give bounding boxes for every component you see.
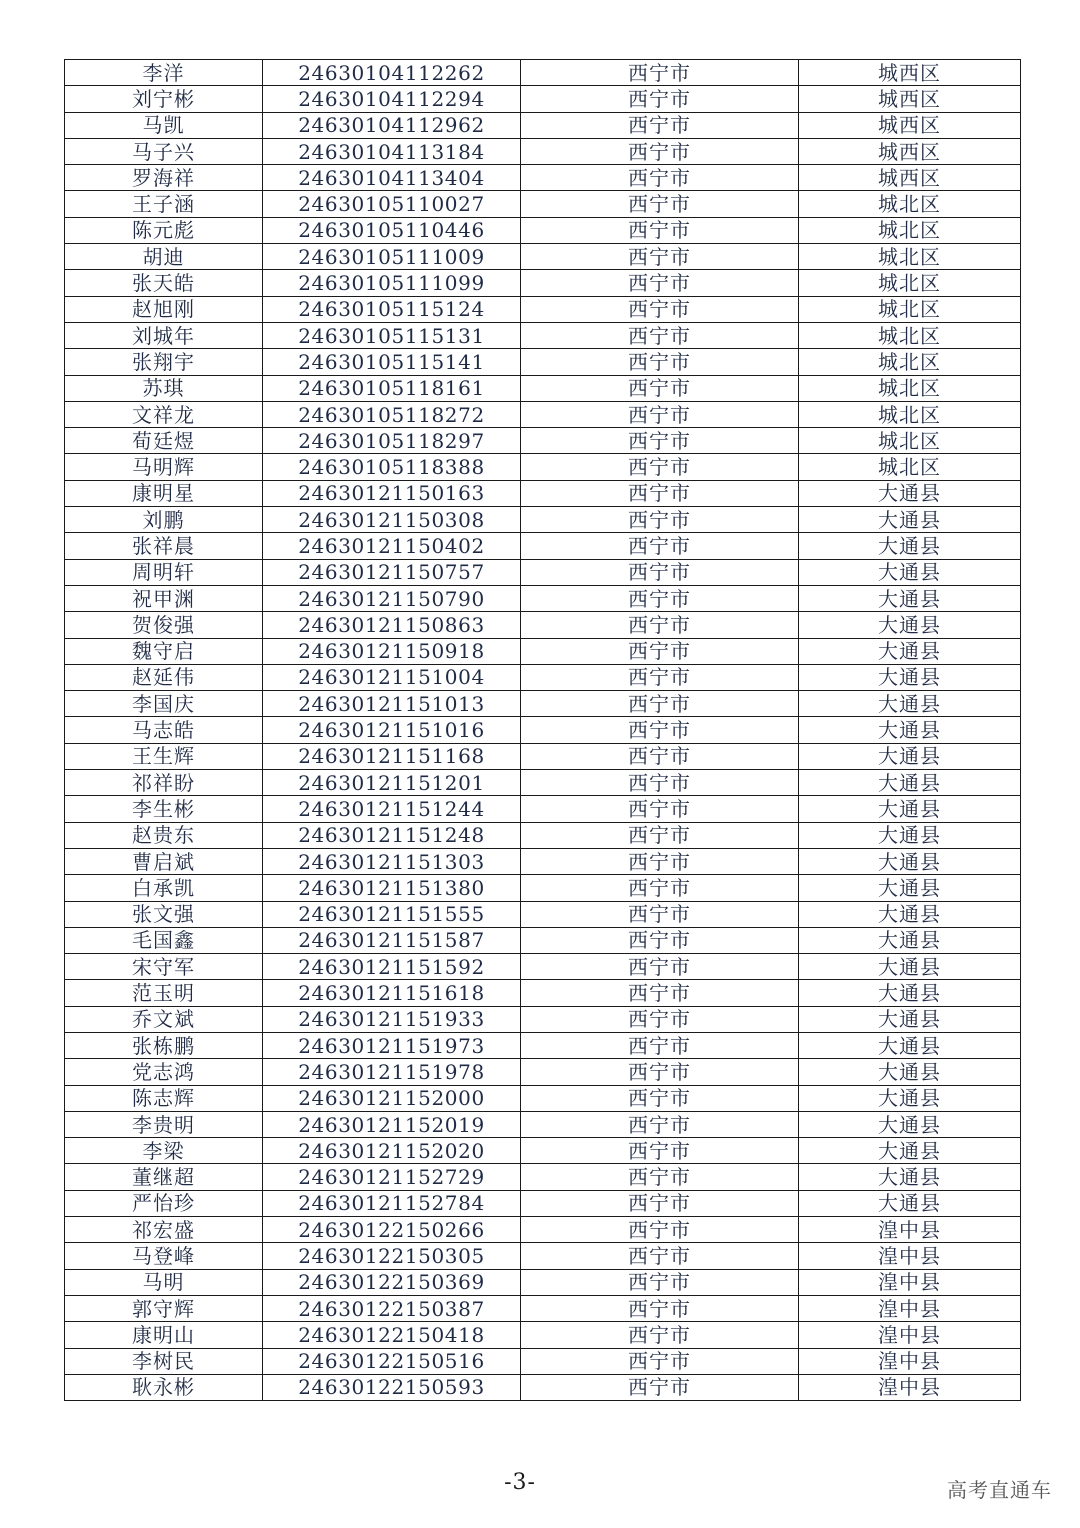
exam-id-cell: 24630105111009 (263, 244, 521, 270)
exam-id-cell: 24630121151978 (263, 1059, 521, 1085)
district-cell: 湟中县 (799, 1322, 1021, 1348)
student-name-cell: 李国庆 (65, 691, 263, 717)
district-cell: 大通县 (799, 664, 1021, 690)
district-cell: 城北区 (799, 401, 1021, 427)
student-name-cell: 刘鹏 (65, 507, 263, 533)
student-name-cell: 苏琪 (65, 375, 263, 401)
city-cell: 西宁市 (521, 1164, 799, 1190)
table-row (65, 1059, 1021, 1085)
city-cell: 西宁市 (521, 1243, 799, 1269)
table-row (65, 612, 1021, 638)
exam-id-cell: 24630121150863 (263, 612, 521, 638)
table-row (65, 691, 1021, 717)
district-cell: 城北区 (799, 191, 1021, 217)
exam-id-cell: 24630122150387 (263, 1295, 521, 1321)
student-name-cell: 陈元彪 (65, 217, 263, 243)
student-name-cell: 赵旭刚 (65, 296, 263, 322)
district-cell: 大通县 (799, 638, 1021, 664)
city-cell: 西宁市 (521, 296, 799, 322)
student-name-cell: 康明星 (65, 480, 263, 506)
district-cell: 大通县 (799, 875, 1021, 901)
city-cell: 西宁市 (521, 1085, 799, 1111)
student-name-cell: 张祥晨 (65, 533, 263, 559)
exam-id-cell: 24630121152019 (263, 1111, 521, 1137)
student-name-cell: 马志皓 (65, 717, 263, 743)
city-cell: 西宁市 (521, 454, 799, 480)
city-cell: 西宁市 (521, 270, 799, 296)
student-name-cell: 马明 (65, 1269, 263, 1295)
district-cell: 大通县 (799, 1164, 1021, 1190)
student-name-cell: 宋守军 (65, 954, 263, 980)
table-row (65, 86, 1021, 112)
table-row (65, 796, 1021, 822)
student-name-cell: 罗海祥 (65, 165, 263, 191)
exam-id-cell: 24630122150369 (263, 1269, 521, 1295)
student-name-cell: 范玉明 (65, 980, 263, 1006)
student-name-cell: 李洋 (65, 60, 263, 86)
student-name-cell: 马明辉 (65, 454, 263, 480)
city-cell: 西宁市 (521, 954, 799, 980)
student-name-cell: 赵贵东 (65, 822, 263, 848)
table-row (65, 165, 1021, 191)
table-row (65, 875, 1021, 901)
exam-id-cell: 24630105111099 (263, 270, 521, 296)
district-cell: 大通县 (799, 1006, 1021, 1032)
exam-id-cell: 24630105118272 (263, 401, 521, 427)
exam-id-cell: 24630121150918 (263, 638, 521, 664)
table-row (65, 717, 1021, 743)
table-row (65, 1269, 1021, 1295)
city-cell: 西宁市 (521, 743, 799, 769)
district-cell: 大通县 (799, 559, 1021, 585)
table-row (65, 1217, 1021, 1243)
city-cell: 西宁市 (521, 138, 799, 164)
exam-id-cell: 24630121150757 (263, 559, 521, 585)
table-row (65, 1032, 1021, 1058)
student-name-cell: 李贵明 (65, 1111, 263, 1137)
roster-table-body (65, 60, 1021, 1401)
table-row (65, 1295, 1021, 1321)
district-cell: 大通县 (799, 770, 1021, 796)
exam-id-cell: 24630121150790 (263, 585, 521, 611)
district-cell: 城北区 (799, 270, 1021, 296)
table-row (65, 217, 1021, 243)
city-cell: 西宁市 (521, 848, 799, 874)
city-cell: 西宁市 (521, 112, 799, 138)
table-row (65, 428, 1021, 454)
city-cell: 西宁市 (521, 244, 799, 270)
student-name-cell: 贺俊强 (65, 612, 263, 638)
district-cell: 城北区 (799, 375, 1021, 401)
city-cell: 西宁市 (521, 927, 799, 953)
city-cell: 西宁市 (521, 1032, 799, 1058)
exam-id-cell: 24630121151618 (263, 980, 521, 1006)
district-cell: 湟中县 (799, 1269, 1021, 1295)
exam-id-cell: 24630121151973 (263, 1032, 521, 1058)
table-row (65, 585, 1021, 611)
table-row (65, 1243, 1021, 1269)
student-name-cell: 党志鸿 (65, 1059, 263, 1085)
student-name-cell: 康明山 (65, 1322, 263, 1348)
student-name-cell: 曹启斌 (65, 848, 263, 874)
exam-id-cell: 24630105110027 (263, 191, 521, 217)
table-row (65, 770, 1021, 796)
table-row (65, 375, 1021, 401)
district-cell: 大通县 (799, 822, 1021, 848)
table-row (65, 1374, 1021, 1400)
city-cell: 西宁市 (521, 1190, 799, 1216)
exam-id-cell: 24630121152784 (263, 1190, 521, 1216)
city-cell: 西宁市 (521, 1269, 799, 1295)
roster-table-container (64, 59, 1020, 1401)
exam-id-cell: 24630121151244 (263, 796, 521, 822)
exam-id-cell: 24630104112294 (263, 86, 521, 112)
city-cell: 西宁市 (521, 1322, 799, 1348)
exam-id-cell: 24630121152729 (263, 1164, 521, 1190)
student-name-cell: 董继超 (65, 1164, 263, 1190)
district-cell: 大通县 (799, 507, 1021, 533)
table-row (65, 980, 1021, 1006)
city-cell: 西宁市 (521, 585, 799, 611)
city-cell: 西宁市 (521, 691, 799, 717)
student-name-cell: 张文强 (65, 901, 263, 927)
district-cell: 大通县 (799, 717, 1021, 743)
exam-id-cell: 24630122150266 (263, 1217, 521, 1243)
exam-id-cell: 24630121150163 (263, 480, 521, 506)
city-cell: 西宁市 (521, 901, 799, 927)
city-cell: 西宁市 (521, 480, 799, 506)
student-name-cell: 严怡珍 (65, 1190, 263, 1216)
city-cell: 西宁市 (521, 375, 799, 401)
city-cell: 西宁市 (521, 428, 799, 454)
city-cell: 西宁市 (521, 664, 799, 690)
exam-id-cell: 24630105115124 (263, 296, 521, 322)
district-cell: 大通县 (799, 1111, 1021, 1137)
table-row (65, 270, 1021, 296)
student-name-cell: 李树民 (65, 1348, 263, 1374)
exam-id-cell: 24630121151248 (263, 822, 521, 848)
student-name-cell: 祁宏盛 (65, 1217, 263, 1243)
table-row (65, 507, 1021, 533)
exam-id-cell: 24630122150593 (263, 1374, 521, 1400)
table-row (65, 1111, 1021, 1137)
exam-id-cell: 24630121151013 (263, 691, 521, 717)
table-row (65, 533, 1021, 559)
table-row (65, 901, 1021, 927)
exam-id-cell: 24630121151380 (263, 875, 521, 901)
student-name-cell: 陈志辉 (65, 1085, 263, 1111)
district-cell: 城西区 (799, 86, 1021, 112)
district-cell: 城北区 (799, 322, 1021, 348)
table-row (65, 1006, 1021, 1032)
exam-id-cell: 24630121151587 (263, 927, 521, 953)
district-cell: 大通县 (799, 612, 1021, 638)
city-cell: 西宁市 (521, 638, 799, 664)
exam-id-cell: 24630105110446 (263, 217, 521, 243)
exam-id-cell: 24630121151016 (263, 717, 521, 743)
exam-id-cell: 24630121151555 (263, 901, 521, 927)
district-cell: 城北区 (799, 296, 1021, 322)
student-name-cell: 乔文斌 (65, 1006, 263, 1032)
student-name-cell: 耿永彬 (65, 1374, 263, 1400)
district-cell: 大通县 (799, 1032, 1021, 1058)
city-cell: 西宁市 (521, 507, 799, 533)
exam-id-cell: 24630105118297 (263, 428, 521, 454)
city-cell: 西宁市 (521, 1059, 799, 1085)
district-cell: 城北区 (799, 349, 1021, 375)
table-row (65, 927, 1021, 953)
district-cell: 大通县 (799, 927, 1021, 953)
watermark-text: 高考直通车 (947, 1478, 1052, 1502)
district-cell: 湟中县 (799, 1217, 1021, 1243)
table-row (65, 559, 1021, 585)
table-row (65, 1348, 1021, 1374)
district-cell: 城西区 (799, 60, 1021, 86)
district-cell: 大通县 (799, 980, 1021, 1006)
city-cell: 西宁市 (521, 322, 799, 348)
student-name-cell: 毛国鑫 (65, 927, 263, 953)
student-name-cell: 马登峰 (65, 1243, 263, 1269)
district-cell: 城西区 (799, 138, 1021, 164)
exam-id-cell: 24630121151592 (263, 954, 521, 980)
table-row (65, 954, 1021, 980)
city-cell: 西宁市 (521, 1374, 799, 1400)
exam-id-cell: 24630122150305 (263, 1243, 521, 1269)
district-cell: 城西区 (799, 112, 1021, 138)
student-name-cell: 王子涵 (65, 191, 263, 217)
city-cell: 西宁市 (521, 165, 799, 191)
district-cell: 湟中县 (799, 1243, 1021, 1269)
roster-table (64, 59, 1021, 1401)
student-name-cell: 郭守辉 (65, 1295, 263, 1321)
table-row (65, 401, 1021, 427)
table-row (65, 244, 1021, 270)
student-name-cell: 祝甲渊 (65, 585, 263, 611)
student-name-cell: 刘城年 (65, 322, 263, 348)
exam-id-cell: 24630121151201 (263, 770, 521, 796)
district-cell: 湟中县 (799, 1295, 1021, 1321)
exam-id-cell: 24630104112962 (263, 112, 521, 138)
student-name-cell: 赵延伟 (65, 664, 263, 690)
city-cell: 西宁市 (521, 401, 799, 427)
district-cell: 大通县 (799, 1085, 1021, 1111)
exam-id-cell: 24630122150516 (263, 1348, 521, 1374)
student-name-cell: 马子兴 (65, 138, 263, 164)
table-row (65, 349, 1021, 375)
district-cell: 城北区 (799, 244, 1021, 270)
city-cell: 西宁市 (521, 1217, 799, 1243)
student-name-cell: 文祥龙 (65, 401, 263, 427)
city-cell: 西宁市 (521, 770, 799, 796)
district-cell: 大通县 (799, 901, 1021, 927)
district-cell: 大通县 (799, 533, 1021, 559)
table-row (65, 60, 1021, 86)
district-cell: 大通县 (799, 1059, 1021, 1085)
city-cell: 西宁市 (521, 980, 799, 1006)
table-row (65, 480, 1021, 506)
exam-id-cell: 24630104113404 (263, 165, 521, 191)
exam-id-cell: 24630121151933 (263, 1006, 521, 1032)
city-cell: 西宁市 (521, 559, 799, 585)
city-cell: 西宁市 (521, 60, 799, 86)
table-row (65, 1138, 1021, 1164)
student-name-cell: 祁祥盼 (65, 770, 263, 796)
student-name-cell: 白承凯 (65, 875, 263, 901)
exam-id-cell: 24630104112262 (263, 60, 521, 86)
exam-id-cell: 24630121151004 (263, 664, 521, 690)
district-cell: 湟中县 (799, 1348, 1021, 1374)
student-name-cell: 张翔宇 (65, 349, 263, 375)
student-name-cell: 马凯 (65, 112, 263, 138)
city-cell: 西宁市 (521, 191, 799, 217)
student-name-cell: 刘宁彬 (65, 86, 263, 112)
district-cell: 大通县 (799, 848, 1021, 874)
city-cell: 西宁市 (521, 533, 799, 559)
city-cell: 西宁市 (521, 1111, 799, 1137)
student-name-cell: 张栋鹏 (65, 1032, 263, 1058)
exam-id-cell: 24630105118161 (263, 375, 521, 401)
city-cell: 西宁市 (521, 1295, 799, 1321)
exam-id-cell: 24630121152000 (263, 1085, 521, 1111)
table-row (65, 296, 1021, 322)
table-row (65, 322, 1021, 348)
student-name-cell: 张天皓 (65, 270, 263, 296)
exam-id-cell: 24630105118388 (263, 454, 521, 480)
district-cell: 城北区 (799, 217, 1021, 243)
district-cell: 大通县 (799, 691, 1021, 717)
district-cell: 城西区 (799, 165, 1021, 191)
exam-id-cell: 24630121150402 (263, 533, 521, 559)
table-row (65, 664, 1021, 690)
district-cell: 大通县 (799, 954, 1021, 980)
student-name-cell: 李梁 (65, 1138, 263, 1164)
city-cell: 西宁市 (521, 875, 799, 901)
city-cell: 西宁市 (521, 1348, 799, 1374)
district-cell: 大通县 (799, 796, 1021, 822)
city-cell: 西宁市 (521, 612, 799, 638)
district-cell: 大通县 (799, 585, 1021, 611)
district-cell: 大通县 (799, 1138, 1021, 1164)
district-cell: 大通县 (799, 480, 1021, 506)
district-cell: 城北区 (799, 454, 1021, 480)
city-cell: 西宁市 (521, 796, 799, 822)
table-row (65, 1085, 1021, 1111)
table-row (65, 1164, 1021, 1190)
page-number: -3- (504, 1470, 536, 1495)
student-name-cell: 荀廷煜 (65, 428, 263, 454)
student-name-cell: 李生彬 (65, 796, 263, 822)
student-name-cell: 王生辉 (65, 743, 263, 769)
city-cell: 西宁市 (521, 349, 799, 375)
table-row (65, 454, 1021, 480)
table-row (65, 743, 1021, 769)
city-cell: 西宁市 (521, 1006, 799, 1032)
district-cell: 大通县 (799, 743, 1021, 769)
city-cell: 西宁市 (521, 86, 799, 112)
exam-id-cell: 24630121152020 (263, 1138, 521, 1164)
city-cell: 西宁市 (521, 717, 799, 743)
city-cell: 西宁市 (521, 822, 799, 848)
district-cell: 城北区 (799, 428, 1021, 454)
table-row (65, 191, 1021, 217)
district-cell: 大通县 (799, 1190, 1021, 1216)
table-row (65, 138, 1021, 164)
exam-id-cell: 24630121151168 (263, 743, 521, 769)
table-row (65, 1322, 1021, 1348)
city-cell: 西宁市 (521, 217, 799, 243)
student-name-cell: 周明轩 (65, 559, 263, 585)
student-name-cell: 魏守启 (65, 638, 263, 664)
district-cell: 湟中县 (799, 1374, 1021, 1400)
table-row (65, 848, 1021, 874)
exam-id-cell: 24630105115141 (263, 349, 521, 375)
city-cell: 西宁市 (521, 1138, 799, 1164)
table-row (65, 112, 1021, 138)
student-name-cell: 胡迪 (65, 244, 263, 270)
exam-id-cell: 24630121151303 (263, 848, 521, 874)
table-row (65, 822, 1021, 848)
table-row (65, 638, 1021, 664)
exam-id-cell: 24630105115131 (263, 322, 521, 348)
exam-id-cell: 24630121150308 (263, 507, 521, 533)
table-row (65, 1190, 1021, 1216)
exam-id-cell: 24630122150418 (263, 1322, 521, 1348)
exam-id-cell: 24630104113184 (263, 138, 521, 164)
